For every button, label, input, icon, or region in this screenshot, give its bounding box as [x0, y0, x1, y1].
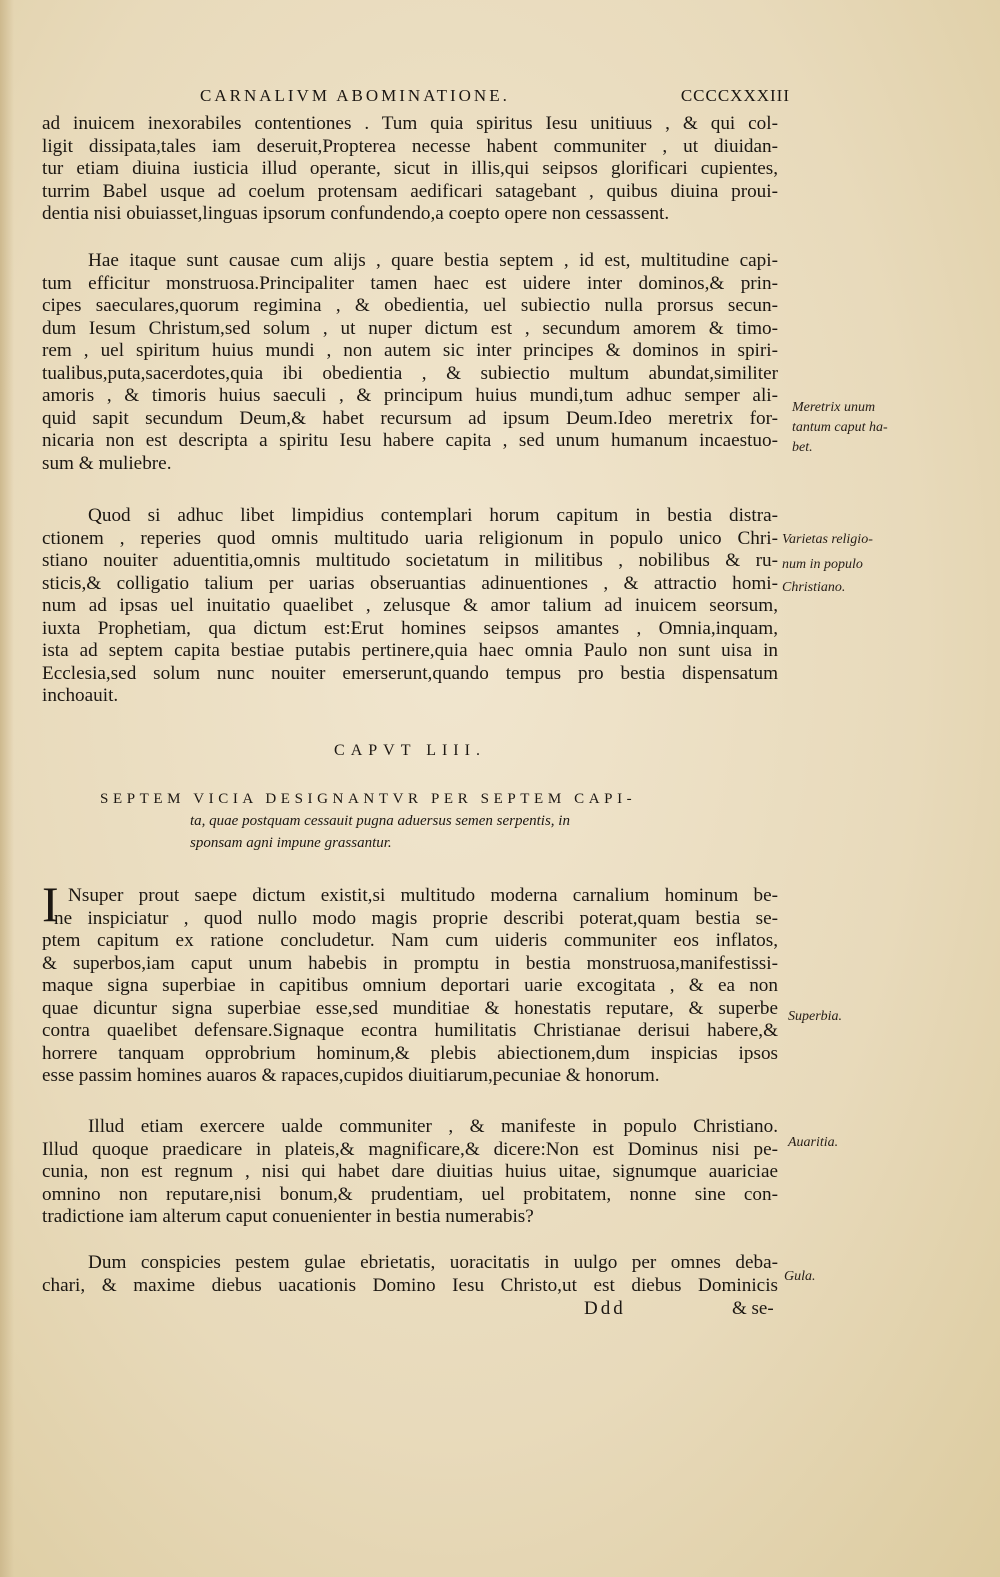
- text-line: Quod si adhuc libet limpidius contemplari horum capitum in bestia distra-: [88, 505, 778, 526]
- text-line: amoris , & timoris huius saeculi , & principum huius mundi,tum adhuc semper ali-: [42, 385, 778, 406]
- drop-cap: I: [42, 876, 59, 932]
- paragraph-6: [42, 1252, 778, 1297]
- text-line: ptem capitum ex ratione concludetur. Nam cum uideris communiter eos inflatos,: [42, 930, 778, 951]
- margin-note-meretrix-2: tantum caput ha-: [792, 420, 888, 435]
- paragraph-3: [42, 505, 778, 708]
- text-line: turrim Babel usque ad coelum protensam aedificari satagebant , quibus diuina proui-: [42, 180, 778, 202]
- text-line: ctionem , reperies quod omnis multitudo uaria religionum in populo unico Chri-: [42, 527, 778, 549]
- text-line: sticis,& colligatio talium per uarias obseruantias adinuentiones , & attractio homi-: [42, 572, 778, 594]
- text-line: iuxta Prophetiam, qua dictum est:Erut homines seipsos amantes , Omnia,inquam,: [42, 617, 778, 639]
- page-edge-shadow: [0, 0, 14, 1577]
- text-line: Illud etiam exercere ualde communiter , & manifeste in populo Christiano.: [88, 1116, 778, 1137]
- text-line: ligit dissipata,tales iam deseruit,Propterea necesse habent communiter , ut diuidan-: [42, 135, 778, 157]
- text-line: Hae itaque sunt causae cum alijs , quare bestia septem , id est, multitudine capi-: [88, 250, 778, 271]
- text-line: cipes saeculares,quorum regimina , & obedientia, uel subiectio nulla prorsus secun-: [42, 295, 778, 316]
- text-line: & superbos,iam caput unum habebis in promptu in bestia monstruosa,manifestissi-: [42, 952, 778, 974]
- text-line: horrere tanquam opprobrium hominum,& plebis abiectionem,dum inspicias ipsos: [42, 1042, 778, 1064]
- chapter-subtitle: [100, 788, 740, 854]
- text-line: tradictione iam alterum caput conuenienter in bestia numerabis?: [42, 1206, 534, 1227]
- text-line: esse passim homines auaros & rapaces,cupidos diuitiarum,pecuniae & honorum.: [42, 1065, 660, 1086]
- margin-note-superbia: Superbia.: [788, 1009, 843, 1024]
- chapter-subtitle-italic-1: ta, quae postquam cessauit pugna aduersus semen serpentis, in: [190, 813, 570, 829]
- margin-note-varietas-2: num in populo: [782, 557, 863, 572]
- chapter-subtitle-caps: SEPTEM VICIA DESIGNANTVR PER SEPTEM CAPI-: [100, 791, 637, 807]
- folio-number: CCCCXXXIII: [680, 86, 790, 105]
- text-line: tur etiam diuina iusticia illud operante, sicut in illis,qui seipsos glorificari cupientes,: [42, 158, 778, 179]
- text-line: nicaria non est descripta a spiritu Iesu habere capita , sed unum humanum incaestuo-: [42, 430, 778, 451]
- text-line: quid sapit secundum Deum,& habet recursum ad ipsum Deum.Ideo meretrix for-: [42, 407, 778, 429]
- text-line: maque signa superbiae in capitibus omnium deportari uarie excogitata , & ea non: [42, 975, 778, 996]
- margin-note-varietas-3: Christiano.: [782, 580, 846, 595]
- text-line: sum & muliebre.: [42, 452, 172, 474]
- text-line: ad inuicem inexorabiles contentiones . Tum quia spiritus Iesu unitiuus , & qui col-: [42, 113, 778, 134]
- paragraph-2: [42, 250, 778, 475]
- margin-note-gula: Gula.: [784, 1269, 816, 1284]
- catchword: & se-: [732, 1298, 774, 1319]
- paragraph-1: [42, 113, 778, 226]
- text-line: dentia nisi obuiasset,linguas ipsorum confundendo,a coepto opere non cessassent.: [42, 203, 670, 224]
- chapter-heading: CAPVT LIII.: [334, 742, 486, 759]
- text-line: tum efficitur monstruosa.Principaliter tamen haec est uidere inter dominos,& prin-: [42, 272, 778, 294]
- chapter-subtitle-italic-2: sponsam agni impune grassantur.: [190, 835, 392, 851]
- text-line: ista ad septem capita bestiae putabis pertinere,quia haec omnia Paulo non sunt uisa in: [42, 640, 778, 661]
- text-line: dum Iesum Christum,sed solum , ut nuper dictum est , secundum amorem & timo-: [42, 317, 778, 339]
- text-line: rem , uel spiritum huius mundi , non autem sic inter principes & dominos in spiri-: [42, 340, 778, 361]
- text-line: num ad ipsas uel inuitatio quaelibet , zelusque & amor talium ad inuicem seorsum,: [42, 595, 778, 616]
- text-line: Illud quoque praedicare in plateis,& magnificare,& dicere:Non est Dominus nisi pe-: [42, 1138, 778, 1160]
- margin-note-meretrix-3: bet.: [792, 440, 813, 455]
- text-line: omnino non reputare,nisi bonum,& prudentiam, uel probitatem, nonne sine con-: [42, 1183, 778, 1205]
- text-line: cunia, non est regnum , nisi qui habet dare diuitias huius uitae, signumque auariciae: [42, 1161, 778, 1182]
- text-line: stiano nouiter aduentitia,omnis multitudo societatum in militibus , nobilibus & ru-: [42, 550, 778, 571]
- text-line: quae dicuntur signa superbiae esse,sed munditiae & honestatis reputare, & superbe: [42, 997, 778, 1019]
- text-line: ne inspiciatur , quod nullo modo magis proprie describi poterat,quam bestia se-: [54, 907, 778, 929]
- running-head-title: CARNALIVM ABOMINATIONE.: [200, 86, 510, 105]
- text-line: Ecclesia,sed solum nunc nouiter emerserunt,quando tempus pro bestia dispensatum: [42, 662, 778, 684]
- margin-note-varietas-1: Varietas religio-: [782, 532, 873, 547]
- signature-mark: Ddd: [584, 1298, 626, 1319]
- paragraph-4: [42, 885, 778, 1088]
- text-line: Nsuper prout saepe dictum existit,si multitudo moderna carnalium hominum be-: [68, 885, 778, 906]
- running-head: [200, 86, 790, 110]
- text-line: chari, & maxime diebus uacationis Domino Iesu Christo,ut est diebus Dominicis: [42, 1274, 778, 1296]
- paragraph-5: [42, 1116, 778, 1229]
- margin-note-auaritia: Auaritia.: [788, 1135, 839, 1150]
- margin-note-meretrix-1: Meretrix unum: [792, 400, 876, 415]
- text-line: tualibus,puta,sacerdotes,quia ibi obedientia , & subiectio multum abundat,similiter: [42, 362, 778, 384]
- text-line: contra quaelibet defensare.Signaque econtra humilitatis Christianae derisui habere,&: [42, 1020, 778, 1041]
- text-line: Dum conspicies pestem gulae ebrietatis, uoracitatis in uulgo per omnes deba-: [88, 1252, 778, 1273]
- text-line: inchoauit.: [42, 685, 119, 706]
